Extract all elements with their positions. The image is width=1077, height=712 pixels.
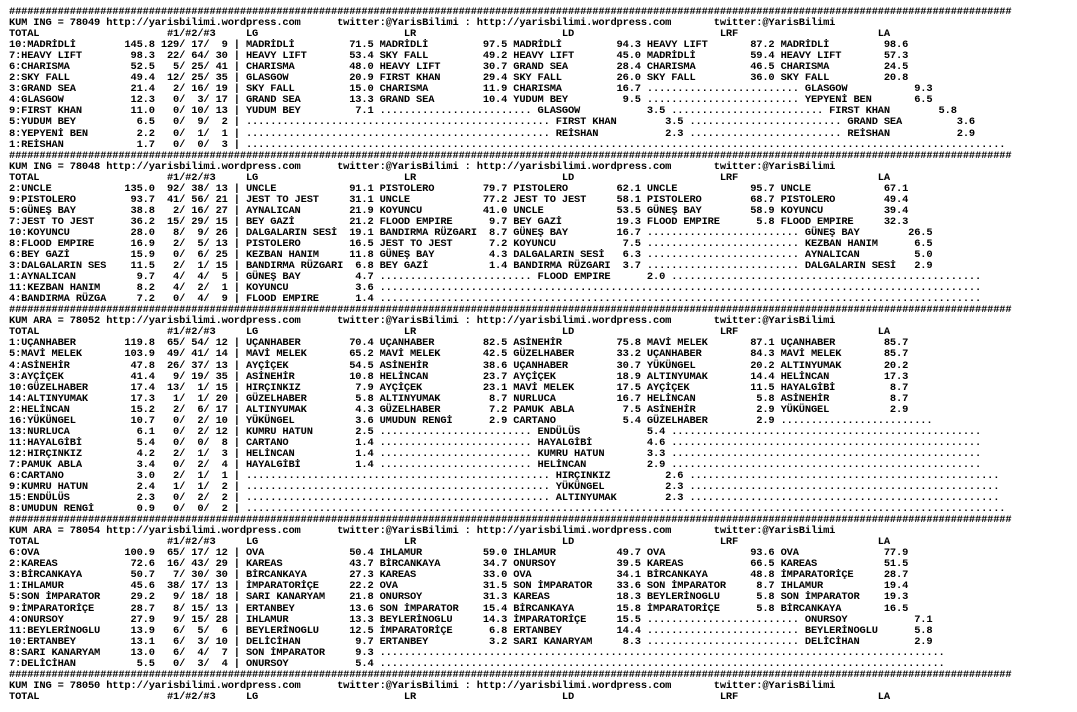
data-row: 12:HIRÇINKIZ 4.2 2/ 1/ 3 | HELİNCAN 1.4 ......................... KUMRU HATUN 3.3 ................................................... [9,447,982,460]
data-row: 9:KUMRU HATUN 2.4 1/ 1/ 2 | .................................................. YÜKÜNGEL 2.3 ................................................... [9,481,1000,494]
data-row: 8:FLOOD EMPIRE 16.9 2/ 5/ 13 | PISTOLERO 16.5 JEST TO JEST 7.2 KOYUNCU 7.5 ......................... KEZBAN HANIM 6.5 [9,237,933,250]
data-row: 8:SARI KANARYAM 13.0 6/ 4/ 7 | SON İMPARATOR 9.3 ............................................................................................. [9,646,945,659]
data-row: 1:IHLAMUR 45.6 38/ 17/ 13 | İMPARATORİÇE 22.2 OVA 31.5 SON İMPARATOR 33.6 SON İMPARATOR 8.7 IHLAMUR 19.4 [9,580,909,593]
data-row: 5:MAVİ MELEK 103.9 49/ 41/ 14 | MAVİ MELEK 65.2 MAVİ MELEK 42.5 GÜZELHABER 33.2 UÇANHABER 84.3 MAVİ MELEK 85.7 [9,348,909,361]
data-row: 5:GÜNEŞ BAY 38.8 2/ 16/ 27 | AYNALICAN 21.9 KOYUNCU 41.0 UNCLE 53.5 GÜNEŞ BAY 58.9 KOYUNCU 39.4 [9,204,909,217]
data-row: 6:OVA 100.9 65/ 17/ 12 | OVA 50.4 IHLAMUR 59.0 IHLAMUR 49.7 OVA 93.6 OVA 77.9 [9,547,909,560]
separator-line: ##################################################################################################################################################################### [9,149,1012,162]
data-row: 8:UMUDUN RENGİ 0.9 0/ 0/ 2 | ............................................................................................................................. [9,503,1006,516]
data-row: 9:PISTOLERO 93.7 41/ 56/ 21 | JEST TO JEST 31.1 UNCLE 77.2 JEST TO JEST 58.1 PISTOLERO 68.7 PISTOLERO 49.4 [9,193,909,206]
race-header: KUM ING = 78049 http://yarisbilimi.wordpress.com twitter:@YarisBilimi : http://yarisbilimi.wordpress.com twitter:@YarisBilimi [9,17,836,30]
data-row: 3:GRAND SEA 21.4 2/ 16/ 19 | SKY FALL 15.0 CHARISMA 11.9 CHARISMA 16.7 ......................... GLASGOW 9.3 [9,83,933,96]
data-row: 14:ALTINYUMAK 17.3 1/ 1/ 20 | GÜZELHABER 5.8 ALTINYUMAK 8.7 NURLUCA 16.7 HELİNCAN 5.8 ASİNEHİR 8.7 [9,392,909,405]
data-row: 16:YÜKÜNGEL 10.7 0/ 2/ 10 | YÜKÜNGEL 3.6 UMUDUN RENGİ 2.9 CARTANO 5.4 GÜZELHABER 2.9 ......................... [9,414,933,427]
data-row: 2:SKY FALL 49.4 12/ 25/ 35 | GLASGOW 20.9 FIRST KHAN 29.4 SKY FALL 26.0 SKY FALL 36.0 SKY FALL 20.8 [9,72,909,85]
data-row: 6:BEY GAZİ 15.9 0/ 6/ 25 | KEZBAN HANIM 11.8 GÜNEŞ BAY 4.3 DALGALARIN SESİ 6.3 ......................... AYNALICAN 5.0 [9,249,933,262]
race-header: KUM ARA = 78054 http://yarisbilimi.wordpress.com twitter:@YarisBilimi : http://yarisbilimi.wordpress.com twitter:@YarisBilimi [9,525,836,538]
data-row: 11:KEZBAN HANIM 8.2 4/ 2/ 1 | KOYUNCU 3.6 ................................................................................................... [9,282,982,295]
data-row: 11:BEYLERİNOGLU 13.9 6/ 5/ 6 | BEYLERİNOGLU 12.5 İMPARATORİÇE 6.8 ERTANBEY 14.4 ......................... BEYLERİNOGLU 5.8 [9,624,933,637]
data-row: 4:BANDIRMA RÜZGA 7.2 0/ 4/ 9 | FLOOD EMPIRE 1.4 ................................................................................................... [9,293,982,306]
data-row: 7:JEST TO JEST 36.2 15/ 29/ 15 | BEY GAZİ 21.2 FLOOD EMPIRE 9.7 BEY GAZİ 19.3 FLOOD EMPIRE 5.8 FLOOD EMPIRE 32.3 [9,215,909,228]
column-header: TOTAL #1/#2/#3 LG LR LD LRF LA [9,171,890,184]
data-row: 7:HEAVY LIFT 98.3 22/ 64/ 30 | HEAVY LIFT 53.4 SKY FALL 49.2 HEAVY LIFT 45.0 MADRİDLİ 59.4 HEAVY LIFT 57.3 [9,50,909,63]
race-header: KUM ARA = 78052 http://yarisbilimi.wordpress.com twitter:@YarisBilimi : http://yarisbilimi.wordpress.com twitter:@YarisBilimi [9,315,836,328]
text-lines [9,7,1077,703]
data-row: 1:UÇANHABER 119.8 65/ 54/ 12 | UÇANHABER 70.4 UÇANHABER 82.5 ASİNEHİR 75.8 MAVİ MELEK 87.1 UÇANHABER 85.7 [9,337,909,350]
data-row: 3:AYÇİÇEK 41.4 9/ 19/ 35 | ASİNEHİR 10.8 HELİNCAN 23.7 AYÇİÇEK 18.9 ALTINYUMAK 14.4 HELİNCAN 17.3 [9,370,909,383]
data-row: 5:YUDUM BEY 6.5 0/ 9/ 2 | .................................................. FIRST KHAN 3.5 ......................... GRAND SEA 3.6 [9,116,975,129]
data-row: 9:FIRST KHAN 11.0 0/ 10/ 13 | YUDUM BEY 7.1 ......................... GLASGOW 3.5 ......................... FIRST KHAN 5.8 [9,105,957,118]
data-row: 7:DELİCİHAN 5.5 0/ 3/ 4 | ONURSOY 5.4 ............................................................................................. [9,657,945,670]
column-header: TOTAL #1/#2/#3 LG LR LD LRF LA [9,690,890,703]
column-header: TOTAL #1/#2/#3 LG LR LD LRF LA [9,28,890,41]
data-row: 2:HELİNCAN 15.2 2/ 6/ 17 | ALTINYUMAK 4.3 GÜZELHABER 7.2 PAMUK ABLA 7.5 ASİNEHİR 2.9 YÜKÜNGEL 2.9 [9,403,909,416]
data-row: 7:PAMUK ABLA 3.4 0/ 2/ 4 | HAYALGİBİ 1.4 ......................... HELİNCAN 2.9 ................................................... [9,458,982,471]
data-row: 10:GÜZELHABER 17.4 13/ 1/ 15 | HIRÇINKIZ 7.9 AYÇİÇEK 23.1 MAVİ MELEK 17.5 AYÇİÇEK 11.5 HAYALGİBİ 8.7 [9,381,909,394]
data-row: 4:GLASGOW 12.3 0/ 3/ 17 | GRAND SEA 13.3 GRAND SEA 10.4 YUDUM BEY 9.5 ......................... YEPYENİ BEN 6.5 [9,94,933,107]
race-header: KUM ING = 78048 http://yarisbilimi.wordpress.com twitter:@YarisBilimi : http://yarisbilimi.wordpress.com twitter:@YarisBilimi [9,160,836,173]
column-header: TOTAL #1/#2/#3 LG LR LD LRF LA [9,536,890,549]
separator-line: ##################################################################################################################################################################### [9,304,1012,317]
data-row: 4:ASİNEHİR 47.8 26/ 37/ 13 | AYÇİÇEK 54.5 ASİNEHİR 38.6 UÇANHABER 30.7 YÜKÜNGEL 20.2 ALTINYUMAK 20.2 [9,359,909,372]
race-header: KUM ING = 78050 http://yarisbilimi.wordpress.com twitter:@YarisBilimi : http://yarisbilimi.wordpress.com twitter:@YarisBilimi [9,679,836,692]
column-header: TOTAL #1/#2/#3 LG LR LD LRF LA [9,326,890,339]
data-row: 8:YEPYENİ BEN 2.2 0/ 1/ 1 | .................................................. REİSHAN 2.3 ......................... REİSHAN 2.9 [9,127,975,140]
separator-line: ##################################################################################################################################################################### [9,6,1012,18]
data-row: 11:HAYALGİBİ 5.4 0/ 0/ 8 | CARTANO 1.4 ......................... HAYALGİBİ 4.6 ................................................... [9,436,982,449]
data-row: 1:AYNALICAN 9.7 4/ 4/ 5 | GÜNEŞ BAY 4.7 ......................... FLOOD EMPIRE 2.0 ................................................... [9,271,982,284]
data-row: 10:MADRİDLİ 145.8 129/ 17/ 9 | MADRİDLİ 71.5 MADRİDLİ 97.5 MADRİDLİ 94.3 HEAVY LIFT 87.2 MADRİDLİ 98.6 [9,39,909,52]
data-row: 6:CARTANO 3.0 2/ 1/ 1 | .................................................. HIRÇINKIZ 2.6 ................................................... [9,469,1000,482]
separator-line: ##################################################################################################################################################################### [9,514,1012,527]
data-row: 6:CHARISMA 52.5 5/ 25/ 41 | CHARISMA 48.0 HEAVY LIFT 30.7 GRAND SEA 28.4 CHARISMA 46.5 CHARISMA 24.5 [9,61,909,74]
data-row: 10:KOYUNCU 28.0 8/ 9/ 26 | DALGALARIN SESİ 19.1 BANDIRMA RÜZGARI 8.7 GÜNEŞ BAY 16.7 ......................... GÜNEŞ BAY 26.5 [9,226,933,239]
data-row: 3:BİRCANKAYA 50.7 7/ 30/ 30 | BİRCANKAYA 27.3 KAREAS 33.0 OVA 34.1 BİRCANKAYA 48.8 İMPARATORİÇE 28.7 [9,569,909,582]
data-row: 2:KAREAS 72.6 16/ 43/ 29 | KAREAS 43.7 BİRCANKAYA 34.7 ONURSOY 39.5 KAREAS 66.5 KAREAS 51.5 [9,558,909,571]
data-row: 3:DALGALARIN SES 11.5 2/ 1/ 15 | BANDIRMA RÜZGARI 6.8 BEY GAZİ 1.4 BANDIRMA RÜZGARI 3.7 ......................... DALGALARIN SESİ 2.9 [9,260,933,273]
data-row: 4:ONURSOY 27.9 9/ 15/ 28 | IHLAMUR 13.3 BEYLERİNOGLU 14.3 İMPARATORİÇE 15.5 ......................... ONURSOY 7.1 [9,613,933,626]
data-row: 9:İMPARATORİÇE 28.7 8/ 15/ 13 | ERTANBEY 13.6 SON İMPARATOR 15.4 BİRCANKAYA 15.8 İMPARATORİÇE 5.8 BİRCANKAYA 16.5 [9,602,909,615]
data-row: 10:ERTANBEY 13.1 6/ 3/ 10 | DELİCİHAN 9.7 ERTANBEY 3.2 SARI KANARYAM 8.3 ......................... DELİCİHAN 2.9 [9,635,933,648]
data-row: 5:SON İMPARATOR 29.2 9/ 18/ 18 | SARI KANARYAM 21.8 ONURSOY 31.3 KAREAS 18.3 BEYLERİNOGLU 5.8 SON İMPARATOR 19.3 [9,591,909,604]
data-row: 13:NURLUCA 6.1 0/ 2/ 12 | KUMRU HATUN 2.5 ......................... ENDÜLÜS 5.4 ................................................... [9,425,982,438]
data-row: 15:ENDÜLÜS 2.3 0/ 2/ 2 | .................................................. ALTINYUMAK 2.3 ................................................... [9,492,1000,505]
data-row: 2:UNCLE 135.0 92/ 38/ 13 | UNCLE 91.1 PISTOLERO 79.7 PISTOLERO 62.1 UNCLE 95.7 UNCLE 67.1 [9,182,909,195]
separator-line: ##################################################################################################################################################################### [9,668,1012,681]
data-row: 1:REİSHAN 1.7 0/ 0/ 3 | ............................................................................................................................. [9,138,1006,151]
